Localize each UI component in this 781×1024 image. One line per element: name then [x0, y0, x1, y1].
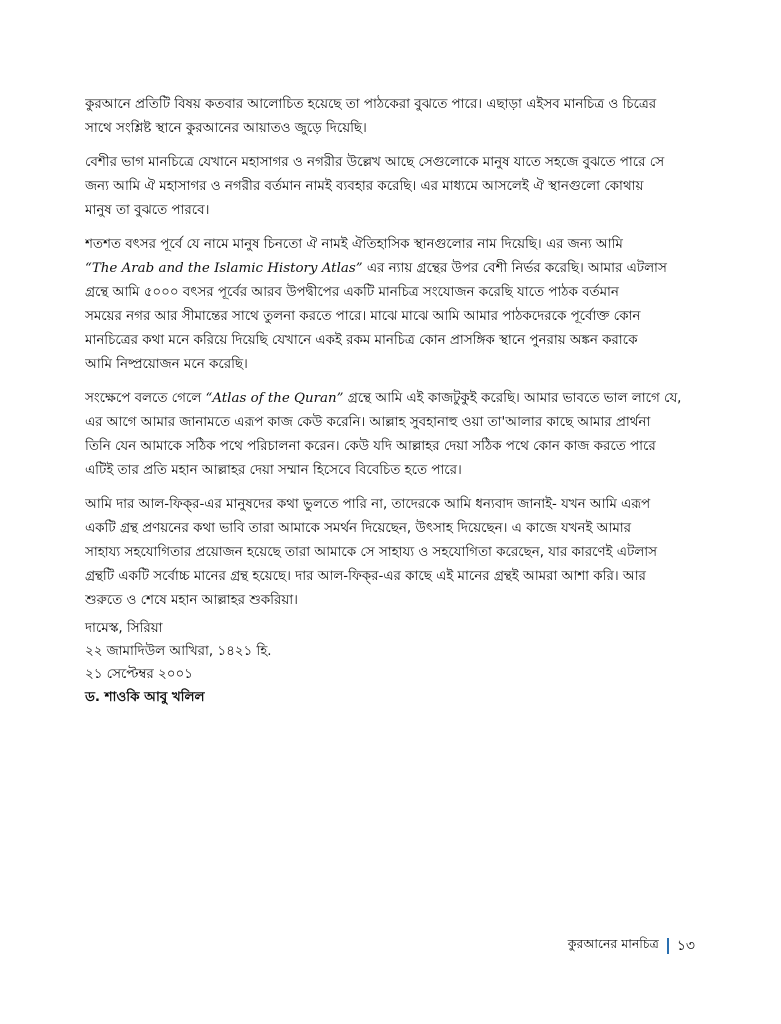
text-line	[85, 565, 697, 589]
text-line	[85, 411, 697, 435]
paragraph	[85, 387, 697, 483]
text-segment: সংক্ষেপে বলতে গেলে	[85, 391, 206, 406]
text-segment: কুরআনে প্রতিটি বিষয় কতবার আলোচিত হয়েছে তা পাঠকেরা বুঝতে পারে। এছাড়া এইসব মানচিত্র ও চিত্রের	[85, 97, 657, 112]
signature-hijri-date: ২২ জামাদিউল আখিরা, ১৪২১ হি.	[85, 644, 272, 659]
text-segment: আমি দার আল-ফিক্‌র-এর মানুষদের কথা ভুলতে পারি না, তাদেরকে আমি ধন্যবাদ জানাই- যখন আমি এরূপ	[85, 497, 651, 512]
text-line	[85, 93, 697, 117]
text-segment: শতশত বৎসর পূর্বে যে নামে মানুষ চিনতো ঐ নামই ঐতিহাসিক স্থানগুলোর নাম দিয়েছি। এর জন্য আমি	[85, 237, 623, 252]
text-segment: একটি গ্রন্থ প্রণয়নের কথা ভাবি তারা আমাকে সমর্থন দিয়েছেন, উৎসাহ দিয়েছেন। এ কাজে যখনই আমার	[85, 521, 632, 536]
book-title-italic: “The Arab and the Islamic History Atlas”	[85, 261, 363, 276]
text-line	[85, 281, 697, 305]
text-segment: মানুষ তা বুঝতে পারবে।	[85, 203, 210, 218]
text-segment: তিনি যেন আমাকে সঠিক পথে পরিচালনা করেন। কেউ যদি আল্লাহর দেয়া সঠিক পথে কোন কাজ করতে পারে	[85, 439, 656, 454]
text-line	[85, 353, 697, 377]
text-line	[85, 329, 697, 353]
text-segment: শুরুতে ও শেষে মহান আল্লাহর শুকরিয়া।	[85, 593, 298, 608]
text-line	[85, 517, 697, 541]
text-segment: জন্য আমি ঐ মহাসাগর ও নগরীর বর্তমান নামই ব্যবহার করেছি। এর মাধ্যমে আসলেই ঐ স্থানগুলো কোথায়	[85, 179, 644, 194]
text-line	[85, 387, 697, 411]
text-segment: আমি নিষ্প্রয়োজন মনে করেছি।	[85, 357, 248, 372]
page-footer	[568, 934, 695, 958]
paragraph	[85, 233, 697, 377]
text-segment: এর ন্যায় গ্রন্থের উপর বেশী নির্ভর করেছি। আমার এটলাস	[362, 261, 667, 276]
text-segment: এটিই তার প্রতি মহান আল্লাহর দেয়া সম্মান হিসেবে বিবেচিত হতে পারে।	[85, 463, 462, 478]
text-segment: গ্রন্থটি একটি সর্বোচ্চ মানের গ্রন্থ হয়েছে। দার আল-ফিক্‌র-এর কাছে এই মানের গ্রন্থই আমরা আশা করি। আর	[85, 569, 646, 584]
signature-date: ২১ সেপ্টেম্বর ২০০১	[85, 667, 193, 682]
text-line	[85, 151, 697, 175]
footer-book-title: কুরআনের মানচিত্র	[567, 936, 659, 951]
text-segment: সময়ের নগর আর সীমান্তের সাথে তুলনা করতে পারে। মাঝে মাঝে আমি আমার পাঠকদেরকে পূর্বোক্ত কোন	[85, 309, 641, 324]
text-segment: গ্রন্থে আমি ৫০০০ বৎসর পূর্বের আরব উপদ্বীপের একটি মানচিত্র সংযোজন করেছি যাতে পাঠক বর্তমান	[85, 285, 619, 300]
text-line	[85, 175, 697, 199]
text-line	[85, 117, 697, 141]
signature-block	[85, 617, 272, 709]
text-line	[85, 459, 697, 483]
text-line	[85, 435, 697, 459]
text-segment: সাহায্য সহযোগিতার প্রয়োজন হয়েছে তারা আমাকে সে সাহায্য ও সহযোগিতা করেছেন, যার কারণেই এটলাস	[85, 545, 657, 560]
signature-author: ড. শাওকি আবু খলিল	[85, 690, 205, 705]
text-line	[85, 541, 697, 565]
text-segment: গ্রন্থে আমি এই কাজটুকুই করেছি। আমার ভাবতে ভাল লাগে যে,	[343, 391, 682, 406]
body-text	[85, 93, 697, 623]
signature-place: দামেস্ক, সিরিয়া	[85, 621, 163, 636]
text-line	[85, 493, 697, 517]
text-line	[85, 233, 697, 257]
footer-divider	[667, 938, 669, 954]
text-segment: বেশীর ভাগ মানচিত্রে যেখানে মহাসাগর ও নগরীর উল্লেখ আছে সেগুলোকে মানুষ যাতে সহজে বুঝতে পারে সে	[85, 155, 665, 170]
text-line	[85, 257, 697, 281]
paragraph	[85, 151, 697, 223]
text-line	[85, 305, 697, 329]
page-number: ১৩	[676, 938, 695, 954]
text-segment: মানচিত্রের কথা মনে করিয়ে দিয়েছি যেখানে একই রকম মানচিত্র কোন প্রাসঙ্গিক স্থানে পুনরায় অঙ্কন করাকে	[85, 333, 638, 348]
text-line	[85, 589, 697, 613]
text-segment: এর আগে আমার জানামতে এরূপ কাজ কেউ করেনি। আল্লাহ সুবহানাহু ওয়া তা'আলার কাছে আমার প্রার্থনা	[85, 415, 651, 430]
paragraph	[85, 493, 697, 613]
text-line	[85, 199, 697, 223]
book-title-italic: “Atlas of the Quran”	[205, 391, 344, 406]
paragraph	[85, 93, 697, 141]
text-segment: সাথে সংশ্লিষ্ট স্থানে কুরআনের আয়াতও জুড়ে দিয়েছি।	[85, 121, 367, 136]
